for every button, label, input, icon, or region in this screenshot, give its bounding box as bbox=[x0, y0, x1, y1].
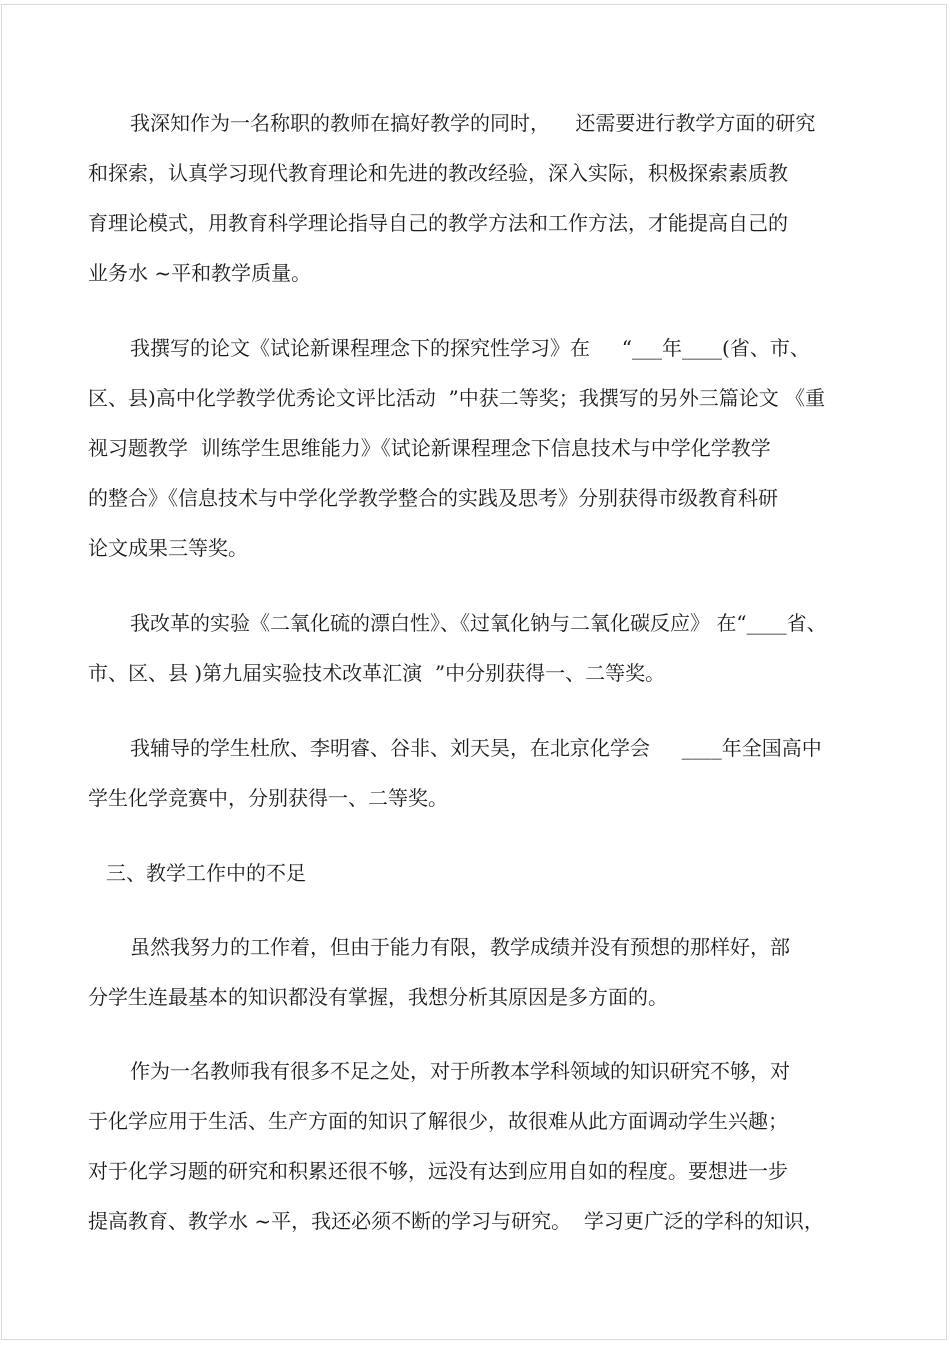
paragraph-2-line-2: 区、县)高中化学教学优秀论文评比活动 ”中获二等奖；我撰写的另外三篇论文 《重 bbox=[88, 386, 826, 410]
paragraph-2-line-3: 视习题教学 训练学生思维能力》《试论新课程理念下信息技术与中学化学教学 bbox=[88, 436, 771, 460]
paragraph-2-line-4: 的整合》《信息技术与中学化学教学整合的实践及思考》分别获得市级教育科研 bbox=[88, 486, 778, 510]
paragraph-7-line-3: 对于化学习题的研究和积累还很不够，远没有达到应用自如的程度。要想进一步 bbox=[88, 1159, 788, 1183]
paragraph-1-line-3: 育理论模式，用教育科学理论指导自己的教学方法和工作方法，才能提高自己的 bbox=[88, 211, 788, 235]
paragraph-7-line-2: 于化学应用于生活、生产方面的知识了解很少，故很难从此方面调动学生兴趣； bbox=[88, 1109, 788, 1133]
paragraph-2-line-5: 论文成果三等奖。 bbox=[88, 536, 248, 560]
paragraph-7-line-1: 作为一名教师我有很多不足之处，对于所教本学科领域的知识研究不够，对 bbox=[130, 1059, 790, 1083]
document-page bbox=[1, 4, 947, 1340]
paragraph-1-line-2: 和探索，认真学习现代教育理论和先进的教改经验，深入实际，积极探索素质教 bbox=[88, 161, 788, 185]
paragraph-1-line-1: 我深知作为一名称职的教师在搞好教学的同时， 还需要进行教学方面的研究 bbox=[130, 111, 816, 135]
paragraph-3-line-1: 我改革的实验《二氧化硫的漂白性》、《过氧化钠与二氧化碳反应》 在“____省、 bbox=[130, 611, 827, 635]
document-body bbox=[2, 5, 948, 1341]
section-heading: 三、教学工作中的不足 bbox=[106, 861, 306, 885]
paragraph-3-line-2: 市、区、县 )第九届实验技术改革汇演 ”中分别获得一、二等奖。 bbox=[88, 661, 666, 685]
paragraph-4-line-1: 我辅导的学生杜欣、李明睿、谷非、刘天昊，在北京化学会 ____年全国高中 bbox=[130, 736, 822, 760]
paragraph-4-line-2: 学生化学竞赛中，分别获得一、二等奖。 bbox=[88, 786, 448, 810]
paragraph-7-line-4: 提高教育、教学水 ~平，我还必须不断的学习与研究。 学习更广泛的学科的知识， bbox=[88, 1209, 824, 1233]
paragraph-6-line-2: 分学生连最基本的知识都没有掌握，我想分析其原因是多方面的。 bbox=[88, 985, 668, 1009]
paragraph-6-line-1: 虽然我努力的工作着，但由于能力有限，教学成绩并没有预想的那样好，部 bbox=[130, 935, 790, 959]
paragraph-2-line-1: 我撰写的论文《试论新课程理念下的探究性学习》在 “___年____(省、市、 bbox=[130, 336, 810, 360]
paragraph-1-line-4: 业务水 ~平和教学质量。 bbox=[88, 261, 312, 285]
